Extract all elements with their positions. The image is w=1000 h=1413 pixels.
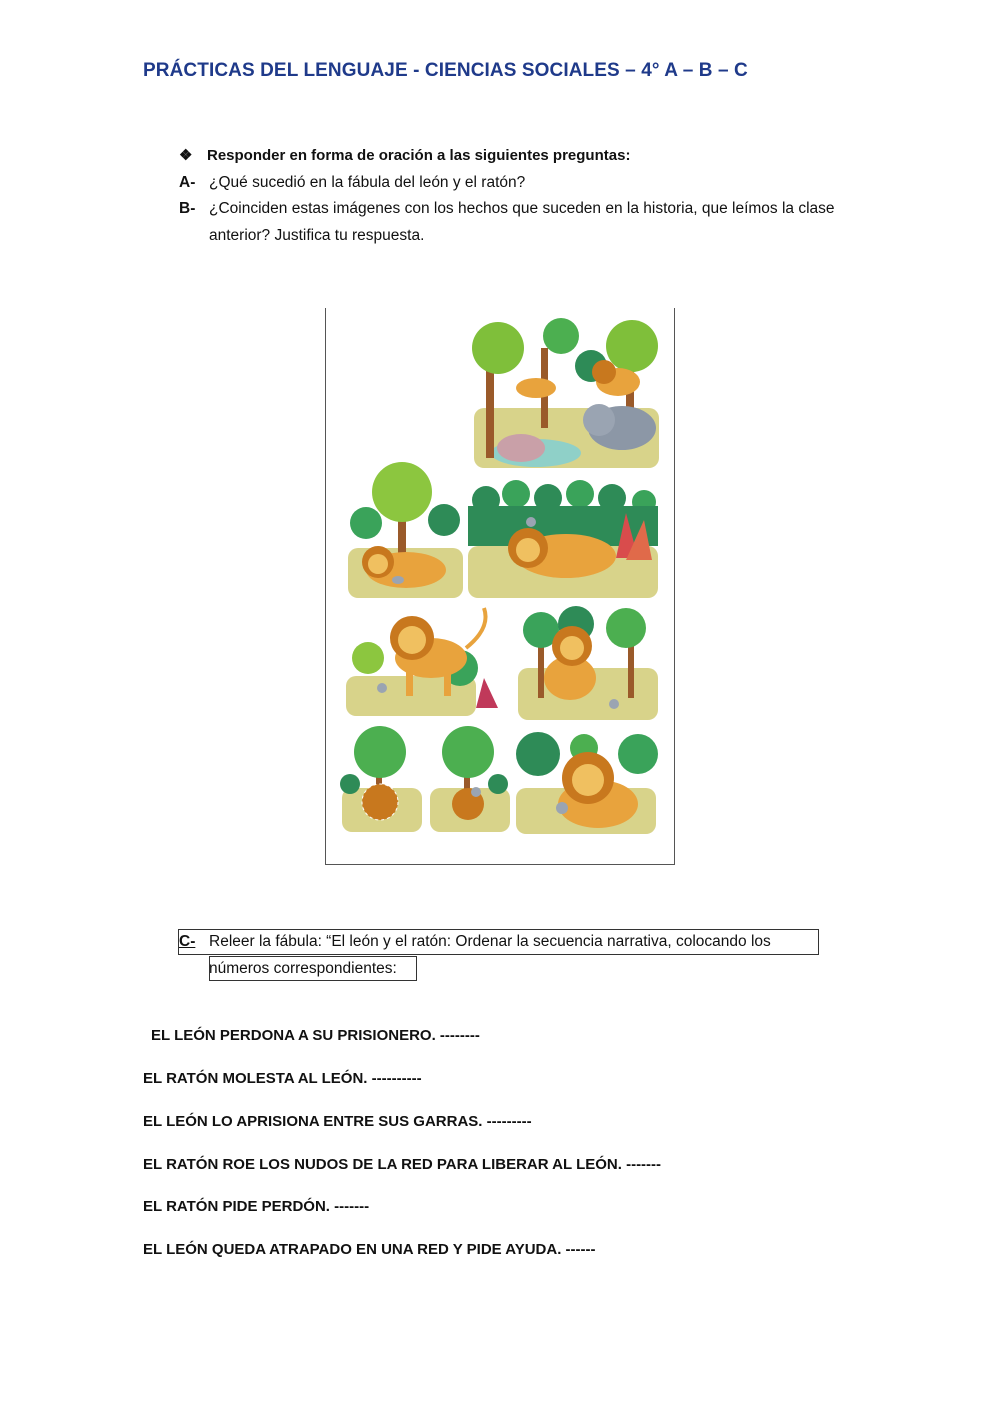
question-letter: C- [179, 933, 196, 950]
bullet-icon: ❖ [179, 147, 193, 164]
sequence-item: EL LEÓN QUEDA ATRAPADO EN UNA RED Y PIDE AYUDA. ------ [143, 1241, 596, 1258]
instructions-text: Responder en forma de oración a las siguientes preguntas: [207, 147, 631, 164]
question-a [179, 169, 859, 196]
lion-and-mouse-scenes [326, 308, 674, 864]
question-text: ¿Coinciden estas imágenes con los hechos que suceden en la historia, que leímos la clase anterior? Justifica tu respuesta. [209, 200, 835, 244]
sequence-item: EL RATÓN PIDE PERDÓN. ------- [143, 1198, 370, 1215]
sequence-item: EL RATÓN MOLESTA AL LEÓN. ---------- [143, 1070, 422, 1087]
page-title: PRÁCTICAS DEL LENGUAJE - CIENCIAS SOCIALES – 4° A – B – C [143, 60, 748, 81]
scene-lion-standing [346, 608, 498, 716]
sequence-item: EL RATÓN ROE LOS NUDOS DE LA RED PARA LIBERAR AL LEÓN. ------- [143, 1156, 662, 1173]
sequence-item: EL LEÓN LO APRISIONA ENTRE SUS GARRAS. --------- [143, 1113, 532, 1130]
scene-lion-in-net-1 [340, 726, 422, 832]
question-text-line1: Releer la fábula: “El león y el ratón: Ordenar la secuencia narrativa, colocando los [209, 933, 771, 950]
scene-animals-pond [472, 318, 659, 468]
question-letter: B- [179, 200, 196, 217]
scene-mouse-gnawing-net [430, 726, 510, 832]
question-text-line2: números correspondientes: [209, 960, 397, 977]
question-letter: A- [179, 174, 196, 191]
scene-lion-holds-mouse [516, 732, 658, 834]
question-text: ¿Qué sucedió en la fábula del león y el ratón? [209, 174, 526, 191]
fable-illustration [325, 308, 675, 865]
scene-lion-sitting [518, 606, 658, 720]
instructions [179, 146, 630, 164]
scene-sleeping-lion-right [468, 480, 658, 598]
question-b [179, 195, 859, 249]
scene-sleeping-lion-left [348, 462, 463, 598]
sequence-item: EL LEÓN PERDONA A SU PRISIONERO. -------- [151, 1027, 480, 1044]
